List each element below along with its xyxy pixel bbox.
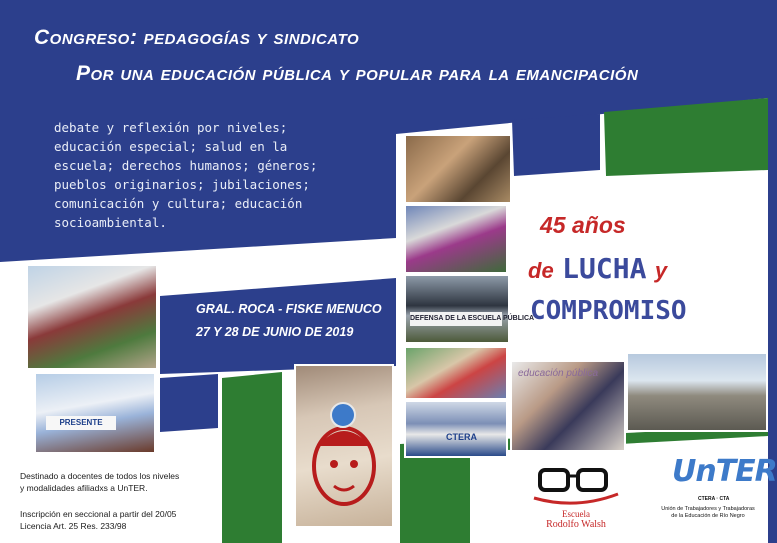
footer-audience bbox=[20, 470, 179, 494]
photo-ctera-march bbox=[404, 400, 508, 458]
union-wordmark: UnTER bbox=[672, 454, 777, 489]
topic-line: escuela; derechos humanos; géneros; bbox=[54, 158, 318, 173]
anniversary-lucha-line bbox=[528, 252, 667, 285]
banner-bottom-text: CTERA bbox=[446, 432, 477, 442]
topic-line: debate y reflexión por niveles; bbox=[54, 120, 288, 135]
union-affiliation: CTERA · CTA bbox=[698, 496, 730, 502]
event-date: 27 Y 28 DE JUNIO DE 2019 bbox=[196, 325, 354, 339]
navy-block-small bbox=[160, 374, 218, 432]
anniversary-lucha: LUCHA bbox=[562, 252, 647, 285]
photo-crowd bbox=[404, 346, 508, 400]
topic-line: socioambiental. bbox=[54, 215, 167, 230]
topic-line: comunicación y cultura; educación bbox=[54, 196, 303, 211]
photo-march-flags bbox=[404, 204, 508, 274]
anniversary-years: 45 años bbox=[540, 212, 626, 238]
banner-mid-text: DEFENSA DE LA ESCUELA PÚBLICA bbox=[410, 312, 502, 326]
anniversary-de: de bbox=[528, 258, 554, 283]
footer-audience-line: Destinado a docentes de todos los niveles bbox=[20, 471, 180, 481]
topic-line: pueblos originarios; jubilaciones; bbox=[54, 177, 310, 192]
glasses-icon bbox=[530, 464, 622, 504]
anniversary-compromiso: COMPROMISO bbox=[530, 296, 687, 326]
event-place: GRAL. ROCA - FISKE MENUCO bbox=[196, 302, 382, 316]
footer-inscription-line: Licencia Art. 25 Res. 233/98 bbox=[20, 521, 127, 531]
banner-left-text: PRESENTE bbox=[46, 416, 116, 430]
photo-portrait-sign bbox=[26, 264, 158, 370]
green-block-top bbox=[604, 98, 768, 176]
face-print-icon bbox=[304, 416, 384, 516]
footer-audience-line: y modalidades afiliadxs a UnTER. bbox=[20, 483, 148, 493]
school-logo bbox=[530, 464, 622, 534]
anniversary-y: y bbox=[654, 258, 668, 283]
topics-list bbox=[54, 118, 374, 232]
footer-inscription bbox=[20, 508, 176, 532]
photo-assembly bbox=[404, 134, 512, 204]
pin-badge-icon bbox=[330, 402, 356, 428]
union-name-line2: de la Educación de Río Negro bbox=[671, 513, 745, 519]
school-name-line1: Escuela bbox=[562, 509, 590, 519]
photo-banner-protest bbox=[404, 274, 535, 344]
title-line-2: Por una educación pública y popular para la emancipación bbox=[76, 62, 639, 85]
topic-line: educación especial; salud en la bbox=[54, 139, 288, 154]
union-logo bbox=[652, 450, 777, 540]
school-name-line2: Rodolfo Walsh bbox=[546, 519, 606, 530]
photo-speaker bbox=[510, 360, 626, 452]
navy-block-top bbox=[512, 114, 600, 176]
title-line-1: Congreso: pedagogías y sindicato bbox=[34, 26, 360, 49]
photo-banner-presente bbox=[34, 372, 156, 454]
union-name-line1: Unión de Trabajadores y Trabajadoras bbox=[661, 506, 755, 512]
photo-tshirt-print bbox=[294, 364, 394, 528]
green-block-bottom bbox=[222, 372, 282, 543]
photo-road-painted bbox=[626, 352, 768, 432]
sign-right-text: educación pública bbox=[518, 368, 599, 379]
footer-inscription-line: Inscripción en seccional a partir del 20/05 bbox=[20, 509, 177, 519]
